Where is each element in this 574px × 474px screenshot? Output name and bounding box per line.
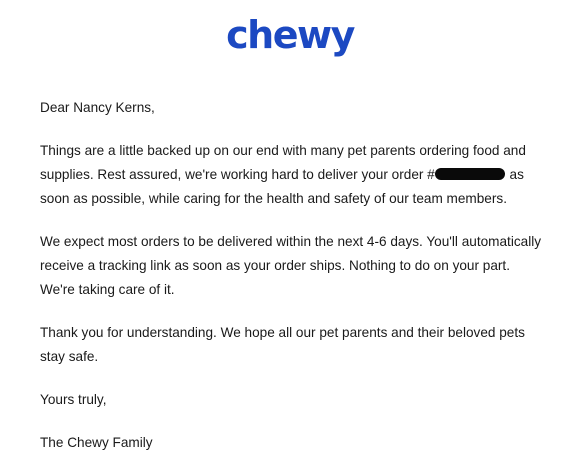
signature: The Chewy Family [40, 435, 153, 450]
greeting: Dear Nancy Kerns, [40, 100, 155, 115]
signoff: Yours truly, [40, 392, 107, 407]
paragraph-order-status [40, 139, 545, 211]
paragraph-delivery-estimate: We expect most orders to be delivered within the next 4-6 days. You'll automatically receive a tracking link as soon as your order ships. Nothing to do on your part. We're taking care of it. [40, 234, 542, 297]
paragraph-thanks: Thank you for understanding. We hope all our pet parents and their beloved pets stay safe. [40, 325, 525, 364]
redacted-order-number [435, 168, 505, 180]
paragraph-order-status-text-end: as soon as possible, while caring for the health and safety of our team members. [40, 167, 524, 206]
letter-content [40, 96, 545, 474]
paragraph-order-status-text: Things are a little backed up on our end with many pet parents ordering food and supplies. Rest assured, we're working hard to deliver your order # [40, 143, 526, 182]
chewy-logo[interactable]: chewy [226, 13, 354, 57]
